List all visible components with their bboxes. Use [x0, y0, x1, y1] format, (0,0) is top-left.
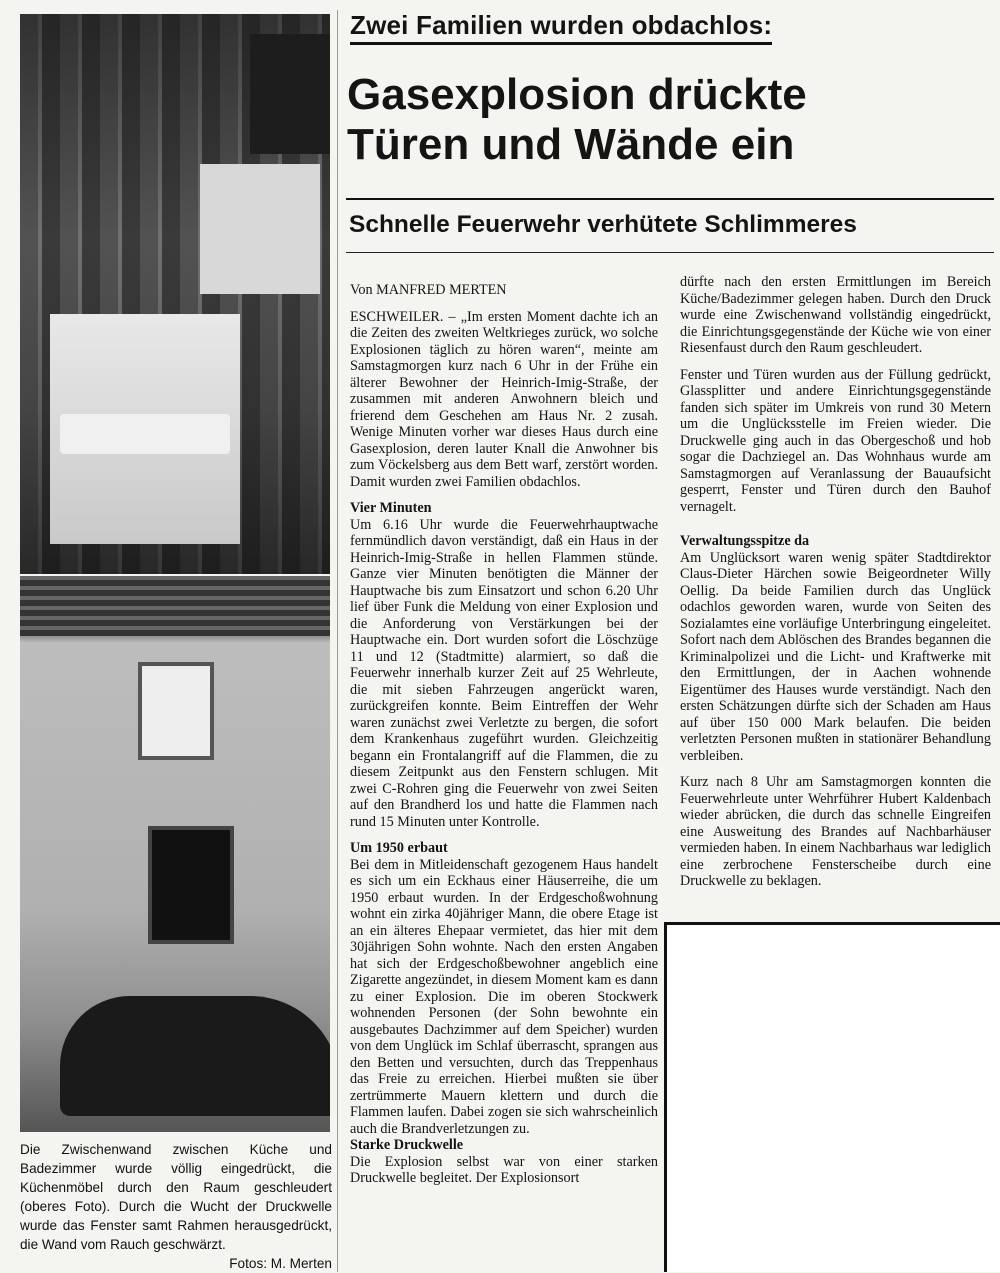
section-heading: Um 1950 erbaut — [350, 840, 448, 856]
blank-area — [664, 922, 1000, 1272]
byline: Von MANFRED MERTEN — [350, 282, 507, 298]
section-heading: Starke Druckwelle — [350, 1137, 464, 1153]
photo-wall — [200, 164, 320, 294]
photo-roof — [20, 576, 330, 636]
paragraph: Kurz nach 8 Uhr am Samstagmorgen konnten die Feuerwehrleute unter Wehrführer Hubert Kaldenbach wieder abrücken, die durch das schnelle Eingreifen eine Ausweitung des Brandes auf Nachbarhäuser vermieden haben. In einem Nachbarhaus war lediglich eine zerbrochene Fensterscheibe durch eine Druckwelle zu beklagen. — [680, 774, 991, 889]
column-rule — [337, 10, 338, 1272]
photo-caption — [20, 1140, 332, 1273]
photo-car — [60, 996, 330, 1116]
house-exterior-photo — [20, 576, 330, 1132]
photo-window-burnt — [148, 826, 234, 944]
photo-shadow — [250, 34, 330, 154]
caption-text: Die Zwischenwand zwischen Küche und Badezimmer wurde völlig eingedrückt, die Küchenmöbel durch den Raum geschleudert (oberes Foto). Durch die Wucht der Druckwelle wurde das Fenster samt Rahmen herausgedrückt, die Wand vom Rauch geschwärzt. — [20, 1142, 332, 1252]
photo-credit: Fotos: M. Merten — [229, 1256, 332, 1271]
text-column-left — [350, 282, 658, 1187]
headline-line-1: Gasexplosion drückte — [347, 70, 807, 119]
paragraph: Um 6.16 Uhr wurde die Feuerwehrhauptwache fernmündlich davon verständigt, daß ein Haus in der Heinrich-Imig-Straße in hellen Flammen stünde. Ganze vier Minuten benötigten die Männer der Hauptwache bis zum Einsatzort und schon 6.20 Uhr lief über Funk die Meldung von einer Explosion und die Anforderung von Verstärkungen bei der Hauptwache ein. Dort wurden sofort die Löschzüge 11 und 12 (Stadtmitte) alarmiert, so daß die Feuerwehr innerhalb kurzer Zeit auf 25 Wehrleute, die mit sieben Fahrzeugen angerückt waren, zurückgreifen konnte. Beim Eintreffen der Wehr waren zunächst zwei Verletzte zu bergen, die sofort dem Krankenhaus zugeführt wurden. Gleichzeitig begann ein Frontalangriff auf die Flammen, die zu diesem Zeitpunkt aus den Fenstern schlugen. Mit zwei C-Rohren ging die Feuerwehr von zwei Seiten auf den Brandherd los und hatte die Flammen nach rund 15 Minuten unter Kontrolle. — [350, 516, 658, 830]
section-heading: Vier Minuten — [350, 500, 432, 516]
text-column-right — [680, 274, 991, 890]
subheadline: Schnelle Feuerwehr verhütete Schlimmeres — [349, 211, 857, 238]
section-heading: Verwaltungsspitze da — [680, 533, 810, 549]
paragraph: Fenster und Türen wurden aus der Füllung gedrückt, Glassplitter und andere Einrichtungsgegenstände fanden sich später im Umkreis von rund 30 Metern um die Unglücksstelle im Freien wieder. Die Druckwelle ging auch in das Obergeschoß und hob sogar die Dachziegel an. Das Wohnhaus wurde am Samstagmorgen auf Veranlassung der Bauaufsicht gesperrt, Fenster und Türen durch den Bauhof vernagelt. — [680, 366, 991, 515]
paragraph: Bei dem in Mitleidenschaft gezogenem Haus handelt es sich um ein Eckhaus einer Häuserreihe, die um 1950 erbaut wurden. In der Erdgeschoßwohnung wohnt ein zirka 40jähriger Mann, die obere Etage ist an ein älteres Ehepaar vermietet, das hier mit dem 30jährigen Sohn wohnte. Nach den ersten Angaben hat sich der Erdgeschoßbewohner angeblich eine Zigarette angezündet, in diesem Moment kam es dann zu einer Explosion. Die im oberen Stockwerk wohnenden Personen (der Sohn bewohnte ein ausgebautes Dachzimmer auf dem Speicher) wurden von dem Unglück im Schlaf überrascht, sprangen aus den Betten und versuchten, durch das Treppenhaus das Freie zu erreichen. Hierbei mußten sie über zertrümmerte Mauern klettern und durch die Flammen laufen. Dabei zogen sie sich wahrscheinlich auch die Brandverletzungen zu. — [350, 856, 658, 1137]
photo-window-upper — [138, 662, 214, 760]
headline — [347, 70, 987, 170]
divider-rule-thin — [346, 252, 994, 253]
kicker: Zwei Familien wurden obdachlos: — [350, 10, 772, 45]
intro-paragraph: ESCHWEILER. – „Im ersten Moment dachte ich an die Zeiten des zweiten Weltkrieges zurück, wo solche Explosionen täglich zu hören waren“, meinte am Samstagmorgen kurz nach 6 Uhr in der Frühe ein älterer Bewohner der Heinrich-Imig-Straße, der zusammen mit anderen Anwohnern bleich und frierend dem Geschehen am Haus Nr. 2 zusah. Wenige Minuten vorher war dieses Haus durch eine Gasexplosion, deren lauter Knall die Anwohner bis zum Vöckelsberg aus dem Bett warf, zerstört worden. Damit wurden zwei Familien obdachlos. — [350, 308, 658, 490]
paragraph: dürfte nach den ersten Ermittlungen im Bereich Küche/Badezimmer gelegen haben. Durch den Druck wurde eine Zwischenwand vollständig eingedrückt, die Einrichtungsgegenstände der Küche wie von einer Riesenfaust durch den Raum geschleudert. — [680, 274, 991, 356]
paragraph: Die Explosion selbst war von einer starken Druckwelle begleitet. Der Explosionsort — [350, 1153, 658, 1186]
paragraph: Am Unglücksort waren wenig später Stadtdirektor Claus-Dieter Härchen sowie Beigeordneter Willy Oellig. Da beide Familien durch das Unglück odachlos geworden waren, wurde von Seiten des Sozialamtes eine vorläufige Unterbringung eingeleitet. Sofort nach dem Ablöschen des Brandes begannen die Kriminalpolizei und die Licht- und Kraftwerke mit den Ermittlungen, der in Aachen wohnende Eigentümer des Hauses wurde verständigt. Nach den ersten Schätzungen dürfte sich der Schaden am Haus auf über 150 000 Mark belaufen. Die beiden verletzten Personen mußten in stationärer Behandlung verbleiben. — [680, 549, 991, 764]
photo-stove — [60, 414, 230, 454]
headline-line-2: Türen und Wände ein — [347, 120, 795, 169]
kitchen-photo — [20, 14, 330, 574]
divider-rule — [346, 198, 994, 200]
